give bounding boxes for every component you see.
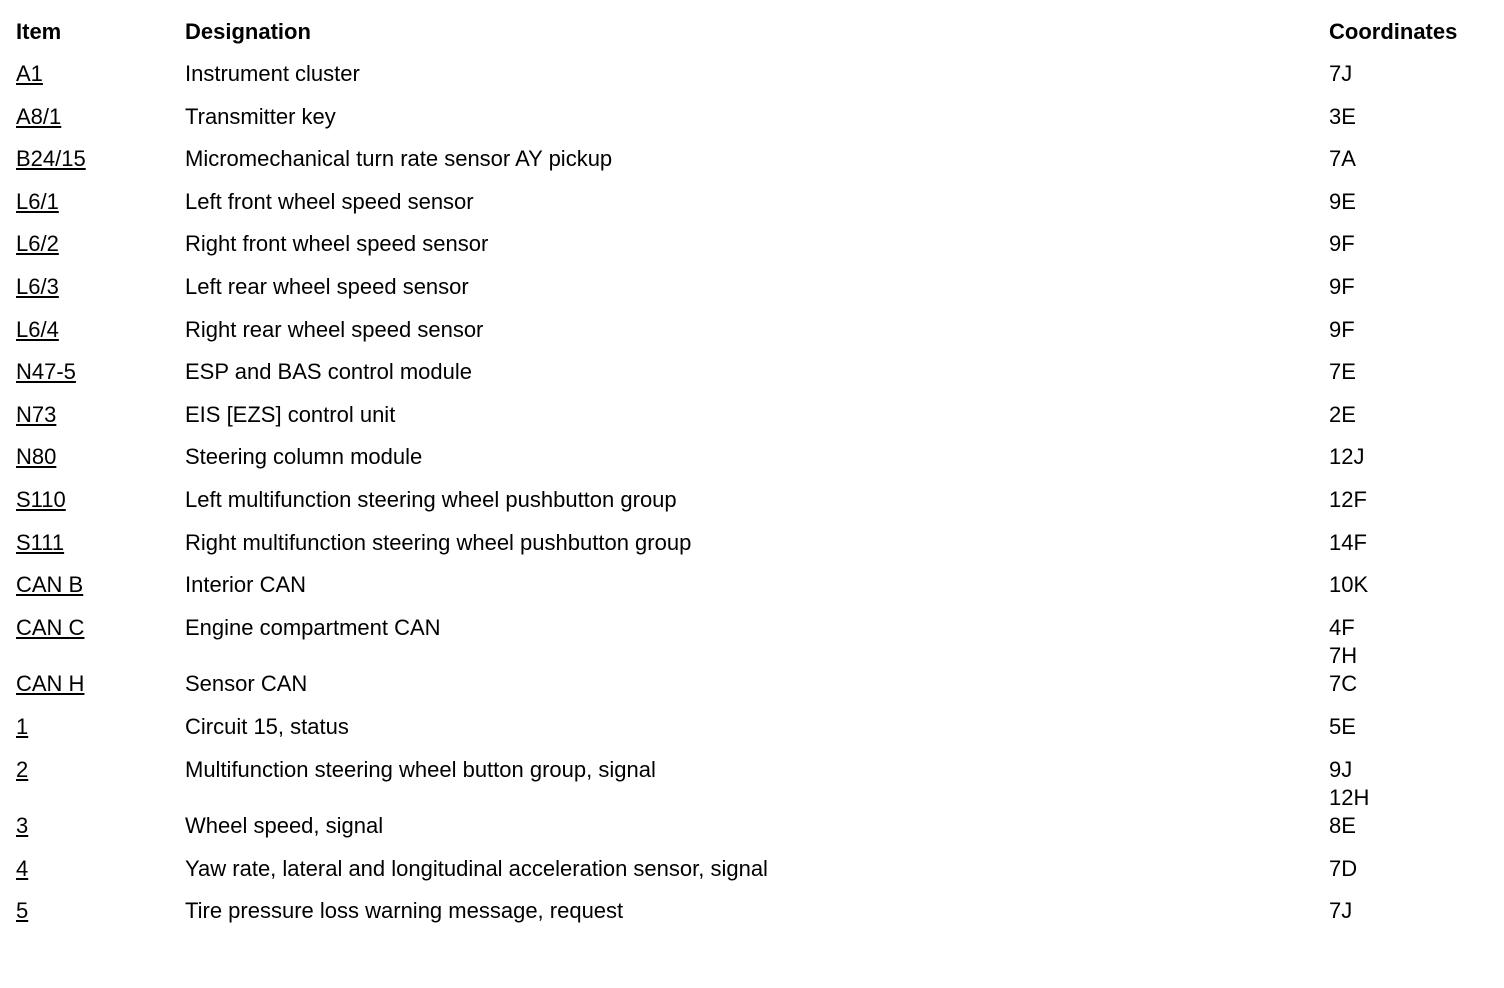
coordinates-cell: [1329, 401, 1496, 444]
coordinate-value: 12H: [1329, 784, 1370, 810]
item-cell: [16, 756, 185, 813]
item-cell: [16, 273, 185, 316]
coordinate-value: 4F: [1329, 614, 1355, 640]
table-row: [16, 670, 1496, 713]
table-row: [16, 60, 1496, 103]
coordinates-cell: [1329, 614, 1496, 671]
coordinate-value: 7A: [1329, 146, 1356, 172]
designation-cell: Left front wheel speed sensor: [185, 188, 474, 214]
item-link[interactable]: A1: [16, 61, 43, 86]
item-link[interactable]: N80: [16, 444, 57, 470]
coordinates-cell: [1329, 812, 1496, 855]
coordinates-cell: [1329, 713, 1496, 756]
item-cell: [16, 897, 185, 940]
legend-table: [16, 18, 1496, 940]
coordinate-value: 7J: [1329, 898, 1353, 924]
item-link[interactable]: N73: [16, 401, 57, 427]
item-cell: [16, 486, 185, 529]
table-row: [16, 188, 1496, 231]
designation-cell: Sensor CAN: [185, 671, 308, 697]
table-row: [16, 614, 1496, 671]
designation-cell: Micromechanical turn rate sensor AY pickup: [185, 146, 613, 172]
coordinate-value: 9F: [1329, 316, 1355, 342]
coordinates-cell: [1329, 145, 1496, 188]
coordinate-value: 8E: [1329, 813, 1356, 839]
coordinate-value: 2E: [1329, 401, 1356, 427]
coordinates-cell: [1329, 230, 1496, 273]
coordinates-cell: [1329, 897, 1496, 940]
item-link[interactable]: CAN H: [16, 671, 85, 697]
item-cell: [16, 316, 185, 359]
coordinates-cell: [1329, 486, 1496, 529]
coordinates-cell: [1329, 273, 1496, 316]
coordinates-cell: [1329, 188, 1496, 231]
designation-cell: Steering column module: [185, 444, 423, 470]
coordinate-value: 3E: [1329, 103, 1356, 129]
item-link[interactable]: N47-5: [16, 359, 76, 385]
coordinate-value: 14F: [1329, 529, 1367, 555]
item-cell: [16, 529, 185, 572]
coordinate-value: 9E: [1329, 188, 1356, 214]
designation-cell: Left rear wheel speed sensor: [185, 273, 469, 299]
designation-cell: Transmitter key: [185, 103, 336, 129]
item-link[interactable]: 1: [16, 713, 29, 739]
coordinate-value: 7H: [1329, 642, 1358, 668]
table-row: [16, 230, 1496, 273]
item-link[interactable]: 4: [16, 855, 29, 881]
coordinate-value: 5E: [1329, 713, 1356, 739]
coordinates-cell: [1329, 103, 1496, 146]
item-link[interactable]: A8/1: [16, 103, 62, 129]
table-row: [16, 443, 1496, 486]
coordinates-cell: [1329, 443, 1496, 486]
coordinates-cell: [1329, 571, 1496, 614]
item-cell: [16, 571, 185, 614]
coordinate-value: 10K: [1329, 572, 1369, 598]
coordinate-value: 7E: [1329, 359, 1356, 385]
item-link[interactable]: 3: [16, 813, 29, 839]
designation-cell: Yaw rate, lateral and longitudinal acceleration sensor, signal: [185, 855, 768, 881]
designation-cell: Tire pressure loss warning message, request: [185, 898, 624, 924]
designation-cell: ESP and BAS control module: [185, 359, 472, 385]
designation-cell: Multifunction steering wheel button group, signal: [185, 756, 656, 782]
designation-cell: Right rear wheel speed sensor: [185, 316, 484, 342]
item-link[interactable]: L6/3: [16, 273, 59, 299]
coordinate-value: 12F: [1329, 486, 1367, 512]
designation-cell: Right multifunction steering wheel pushbutton group: [185, 529, 692, 555]
item-link[interactable]: L6/2: [16, 231, 59, 257]
designation-cell: Engine compartment CAN: [185, 614, 441, 640]
coordinate-value: 7C: [1329, 671, 1358, 697]
legend-table-header: [16, 18, 1496, 60]
header-row: [16, 18, 1496, 60]
table-row: [16, 855, 1496, 898]
coordinate-value: 12J: [1329, 444, 1365, 470]
table-row: [16, 401, 1496, 444]
table-row: [16, 713, 1496, 756]
item-link[interactable]: L6/1: [16, 188, 59, 214]
coordinate-value: 7D: [1329, 855, 1358, 881]
designation-cell: Circuit 15, status: [185, 713, 349, 739]
item-link[interactable]: 2: [16, 756, 29, 782]
coordinates-cell: [1329, 358, 1496, 401]
designation-cell: Right front wheel speed sensor: [185, 231, 489, 257]
item-cell: [16, 670, 185, 713]
coordinate-value: 9F: [1329, 273, 1355, 299]
table-row: [16, 273, 1496, 316]
table-row: [16, 486, 1496, 529]
item-column-header: Item: [16, 19, 62, 44]
coordinates-cell: [1329, 855, 1496, 898]
coordinates-cell: [1329, 670, 1496, 713]
designation-cell: Interior CAN: [185, 572, 307, 598]
legend-table-body: [16, 60, 1496, 940]
item-cell: [16, 358, 185, 401]
designation-cell: EIS [EZS] control unit: [185, 401, 396, 427]
table-row: [16, 529, 1496, 572]
item-link[interactable]: B24/15: [16, 146, 86, 172]
item-cell: [16, 855, 185, 898]
item-cell: [16, 614, 185, 671]
item-cell: [16, 401, 185, 444]
designation-cell: Instrument cluster: [185, 61, 360, 86]
coordinate-value: 9F: [1329, 231, 1355, 257]
item-cell: [16, 230, 185, 273]
table-row: [16, 103, 1496, 146]
coordinate-value: 9J: [1329, 756, 1353, 782]
item-cell: [16, 103, 185, 146]
coordinates-cell: [1329, 529, 1496, 572]
coordinate-value: 7J: [1329, 61, 1353, 86]
table-row: [16, 145, 1496, 188]
coordinates-column-header: Coordinates: [1329, 19, 1458, 44]
table-row: [16, 358, 1496, 401]
item-link[interactable]: 5: [16, 898, 29, 924]
table-row: [16, 316, 1496, 359]
table-row: [16, 812, 1496, 855]
item-link[interactable]: S111: [16, 529, 65, 555]
item-link[interactable]: CAN C: [16, 614, 85, 640]
item-cell: [16, 145, 185, 188]
coordinates-cell: [1329, 60, 1496, 103]
item-cell: [16, 713, 185, 756]
item-link[interactable]: S110: [16, 486, 66, 512]
designation-column-header: Designation: [185, 19, 311, 44]
table-row: [16, 571, 1496, 614]
item-link[interactable]: L6/4: [16, 316, 59, 342]
table-row: [16, 756, 1496, 813]
item-cell: [16, 60, 185, 103]
table-row: [16, 897, 1496, 940]
item-cell: [16, 443, 185, 486]
coordinates-cell: [1329, 316, 1496, 359]
designation-cell: Wheel speed, signal: [185, 813, 384, 839]
designation-cell: Left multifunction steering wheel pushbutton group: [185, 486, 677, 512]
item-cell: [16, 812, 185, 855]
item-cell: [16, 188, 185, 231]
item-link[interactable]: CAN B: [16, 572, 84, 598]
coordinates-cell: [1329, 756, 1496, 813]
